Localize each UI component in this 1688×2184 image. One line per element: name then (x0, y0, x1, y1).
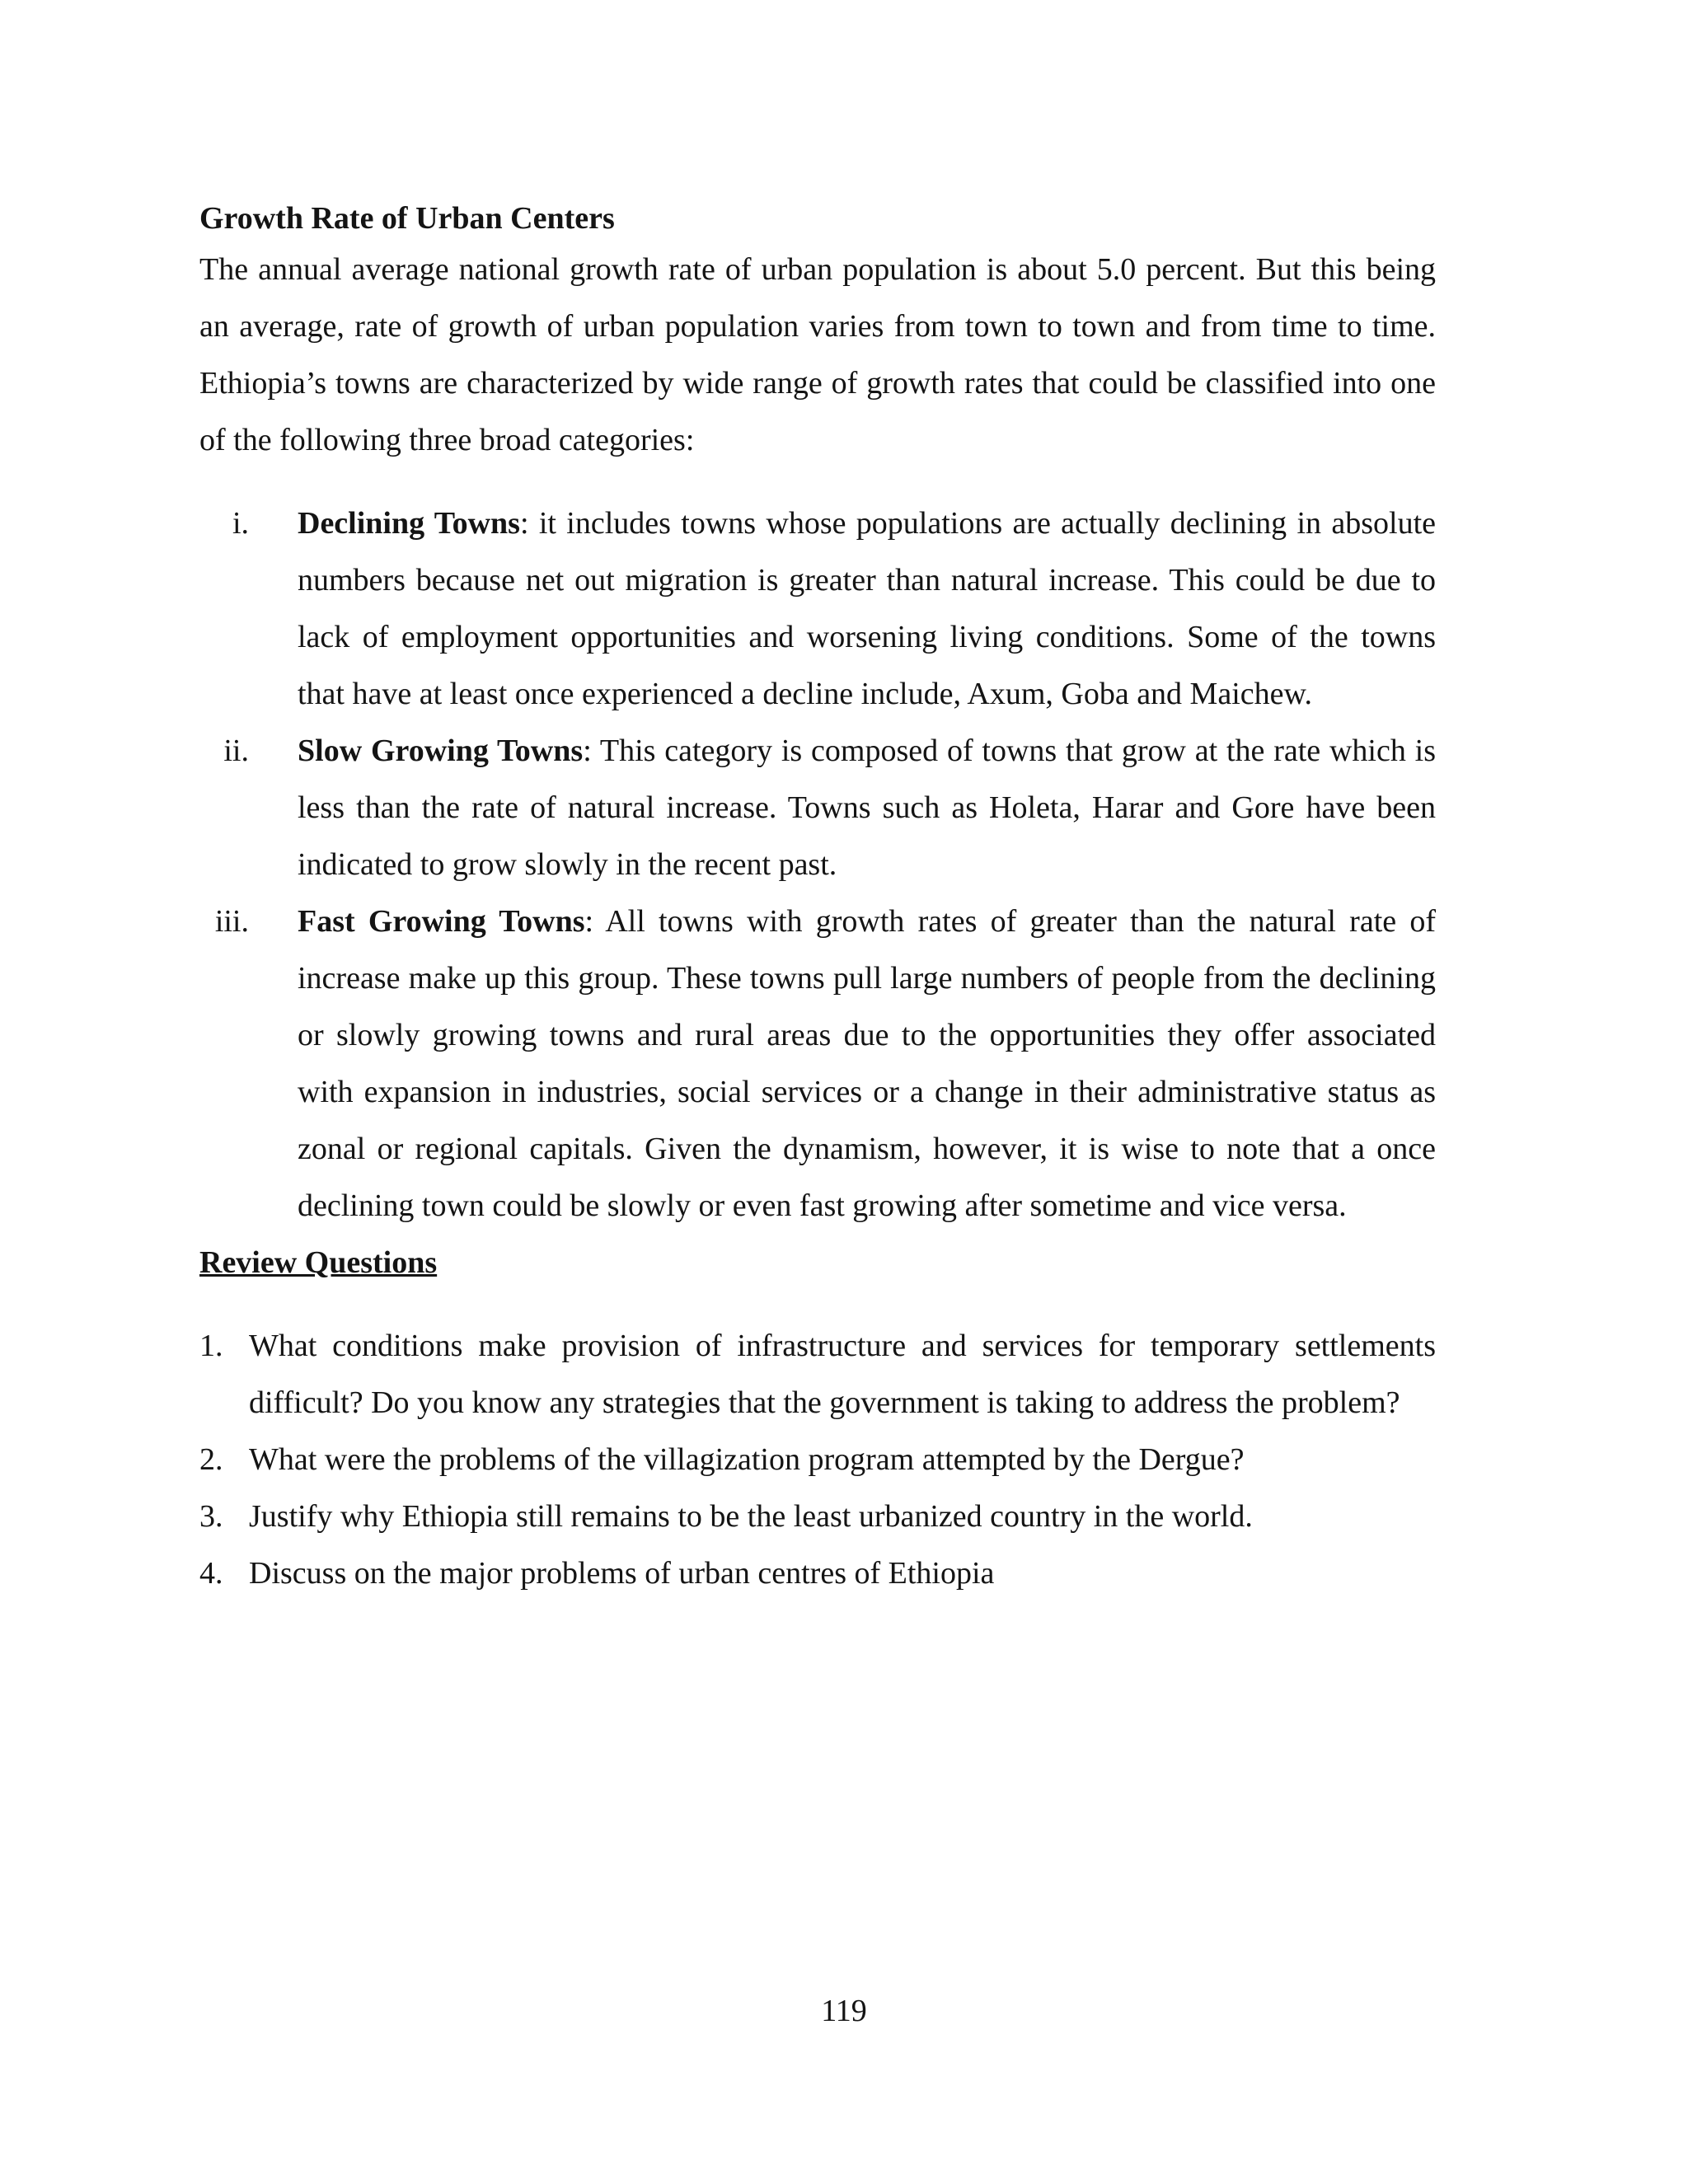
category-list (199, 495, 1436, 1235)
question-text: Discuss on the major problems of urban centres of Ethiopia (249, 1556, 995, 1591)
question-text: Justify why Ethiopia still remains to be the least urbanized country in the world. (249, 1499, 1253, 1534)
review-question-list (199, 1318, 1436, 1602)
list-item (199, 1488, 1436, 1545)
list-item (199, 495, 1436, 723)
list-item-text: : This category is composed of towns that grow at the rate which is less than the rate of natural increase. Towns such as Holeta, Harar and Gore have been indicated to grow slowly in the recent past. (298, 733, 1437, 882)
list-item-term: Fast Growing Towns (298, 904, 585, 939)
document-page (199, 196, 1436, 1602)
list-item-text: : All towns with growth rates of greater than the natural rate of increase make up this group. These towns pull large numbers of people from the declining or slowly growing towns and rural areas due to the opportunities they offer associated with expansion in industries, social services or a change in their administrative status as zonal or regional capitals. Given the dynamism, however, it is wise to note that a once declining town could be slowly or even fast growing after sometime and vice versa. (298, 904, 1436, 1223)
question-text: What conditions make provision of infrastructure and services for temporary settlements difficult? Do you know any strategies that the government is taking to address the problem? (249, 1329, 1436, 1420)
list-item (199, 1545, 1436, 1602)
list-item-number: i. (232, 506, 249, 541)
list-item (199, 723, 1436, 893)
list-item-text: : it includes towns whose populations are actually declining in absolute numbers because net out migration is greater than natural increase. This could be due to lack of employment opportunities and worsening living conditions. Some of the towns that have at least once experienced a decline include, Axum, Goba and Maichew. (298, 506, 1437, 711)
list-item (199, 893, 1436, 1235)
list-item-term: Declining Towns (298, 506, 520, 541)
question-number: 4. (199, 1556, 223, 1591)
question-number: 3. (199, 1499, 223, 1534)
page-number: 119 (821, 1994, 867, 2028)
list-item (199, 1318, 1436, 1432)
review-questions-title: Review Questions (199, 1245, 438, 1280)
list-item-number: ii. (223, 733, 249, 768)
question-text: What were the problems of the villagization program attempted by the Dergue? (249, 1442, 1245, 1477)
question-number: 2. (199, 1442, 223, 1477)
question-number: 1. (199, 1329, 223, 1363)
intro-paragraph: The annual average national growth rate of urban population is about 5.0 percent. But this being an average, rate of growth of urban population varies from town to town and from time to time. Ethiopia’s towns are characterized by wide range of growth rates that could be classified into one of the following three broad categories: (199, 252, 1436, 457)
section-title: Growth Rate of Urban Centers (199, 201, 615, 236)
list-item-number: iii. (214, 904, 249, 939)
list-item (199, 1432, 1436, 1488)
list-item-term: Slow Growing Towns (298, 733, 584, 768)
